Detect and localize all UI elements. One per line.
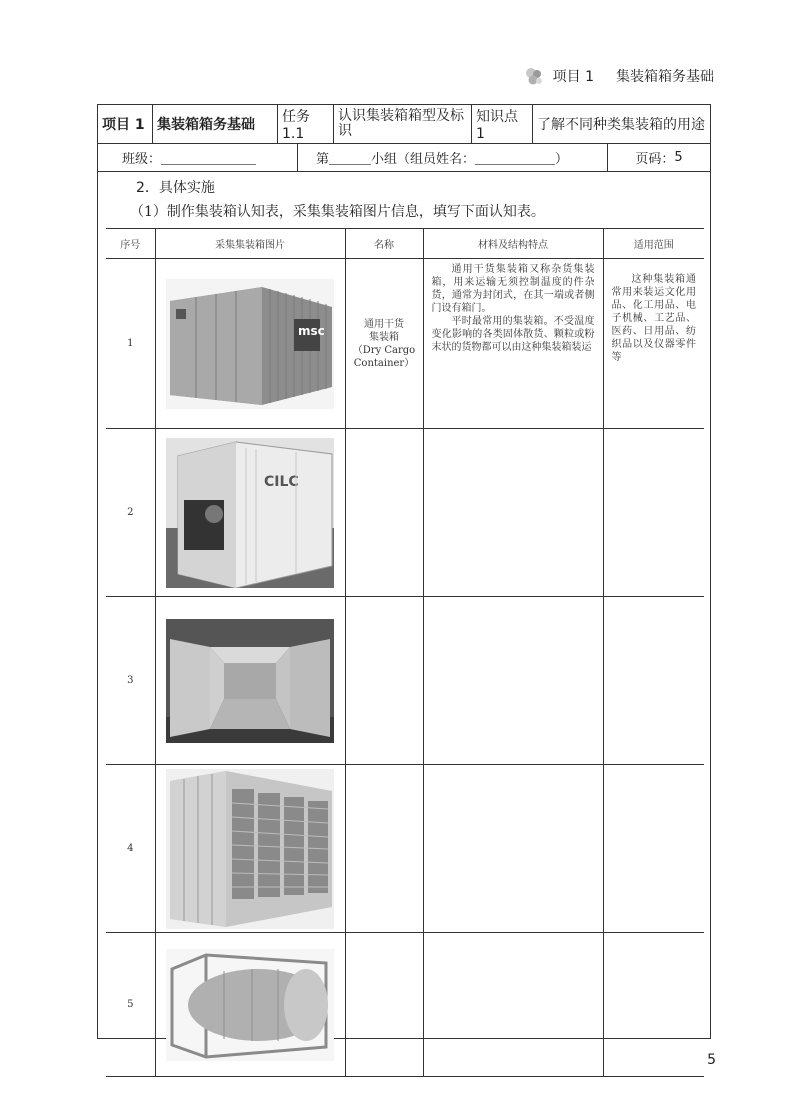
features-cell[interactable]	[423, 933, 603, 1077]
msc-logo: msc	[298, 323, 325, 338]
name-cell[interactable]	[345, 933, 423, 1077]
name-line: 通用干货	[364, 318, 404, 330]
row-number: 3	[106, 597, 155, 765]
table-row	[106, 597, 704, 765]
container-recognition-table	[106, 228, 704, 1077]
group-prefix: 第	[316, 151, 330, 167]
section-title: 2．具体实施	[136, 180, 215, 196]
table-header-row	[106, 229, 704, 259]
task-name: 认识集装箱箱型及标识	[334, 105, 472, 143]
page-value: 5	[674, 149, 683, 165]
ventilated-container-image	[166, 769, 334, 929]
image-cell	[155, 765, 345, 933]
running-header	[523, 64, 714, 88]
project-header-row	[98, 105, 710, 144]
group-label: 小组（组员姓名：	[371, 151, 476, 167]
page-cell	[608, 143, 710, 171]
name-line: 集装箱	[369, 331, 399, 343]
features-cell[interactable]	[423, 597, 603, 765]
book-logo-icon	[523, 65, 545, 87]
group-number-blank[interactable]	[329, 150, 371, 165]
scope-cell	[603, 259, 704, 429]
row-number: 4	[106, 765, 155, 933]
image-cell	[155, 597, 345, 765]
running-header-project: 项目 1	[552, 69, 594, 85]
tank-container-image	[166, 949, 334, 1061]
features-cell	[423, 259, 603, 429]
class-cell	[98, 143, 298, 171]
member-names-blank[interactable]	[475, 150, 555, 165]
running-header-title: 集装箱箱务基础	[616, 69, 714, 85]
scope-cell[interactable]	[603, 429, 704, 597]
image-cell	[155, 429, 345, 597]
name-cell	[345, 259, 423, 429]
row-number: 5	[106, 933, 155, 1077]
table-row	[106, 259, 704, 429]
table-row	[106, 765, 704, 933]
worksheet-frame	[97, 104, 711, 1039]
features-cell[interactable]	[423, 429, 603, 597]
project-label: 项目 1	[98, 105, 153, 143]
knowledge-point-label: 知识点 1	[472, 105, 533, 143]
scope-cell[interactable]	[603, 597, 704, 765]
knowledge-point-name: 了解不同种类集装箱的用途	[537, 117, 705, 133]
header-image: 采集集装箱图片	[155, 229, 345, 259]
image-cell	[155, 259, 345, 429]
reefer-logo: CILC	[264, 473, 299, 490]
scope-cell[interactable]	[603, 765, 704, 933]
features-cell[interactable]	[423, 765, 603, 933]
features-paragraph: 通用干货集装箱又称杂货集装箱，用来运输无须控制温度的件杂货，通常为封闭式，在其一端或者侧门设有箱门。	[431, 264, 595, 314]
scope-cell[interactable]	[603, 933, 704, 1077]
header-no: 序号	[106, 229, 155, 259]
row-number: 1	[106, 259, 155, 429]
name-cell[interactable]	[345, 429, 423, 597]
student-info-row	[98, 143, 710, 172]
table-row	[106, 933, 704, 1077]
name-line: Container）	[353, 357, 415, 369]
section-instruction: （1）制作集装箱认知表，采集集装箱图片信息，填写下面认知表。	[130, 204, 545, 220]
group-cell	[298, 143, 608, 171]
row-number: 2	[106, 429, 155, 597]
insulated-liner-container-image	[166, 616, 334, 746]
name-cell[interactable]	[345, 597, 423, 765]
group-suffix: ）	[555, 151, 569, 167]
table-row	[106, 429, 704, 597]
dry-cargo-container-image	[166, 279, 334, 409]
page-number: 5	[707, 1052, 716, 1068]
task-label: 任务 1.1	[278, 105, 334, 143]
class-label: 班级：	[122, 151, 162, 167]
project-name: 集装箱箱务基础	[153, 105, 278, 143]
name-cell[interactable]	[345, 765, 423, 933]
name-line: （Dry Cargo	[352, 344, 416, 356]
class-blank[interactable]	[161, 150, 256, 165]
page-label: 页码：	[635, 151, 675, 167]
scope-text: 这种集装箱通常用来装运文化用品、化工用品、电子机械、工艺品、医药、日用品、纺织品以及仪器零件等	[611, 274, 696, 363]
features-paragraph: 平时最常用的集装箱。不受温度变化影响的各类固体散货、颗粒或粉末状的货物都可以由这种集装箱装运	[431, 316, 595, 353]
header-features: 材料及结构特点	[423, 229, 603, 259]
header-scope: 适用范围	[603, 229, 704, 259]
header-name: 名称	[345, 229, 423, 259]
reefer-container-image	[166, 438, 334, 588]
image-cell	[155, 933, 345, 1077]
